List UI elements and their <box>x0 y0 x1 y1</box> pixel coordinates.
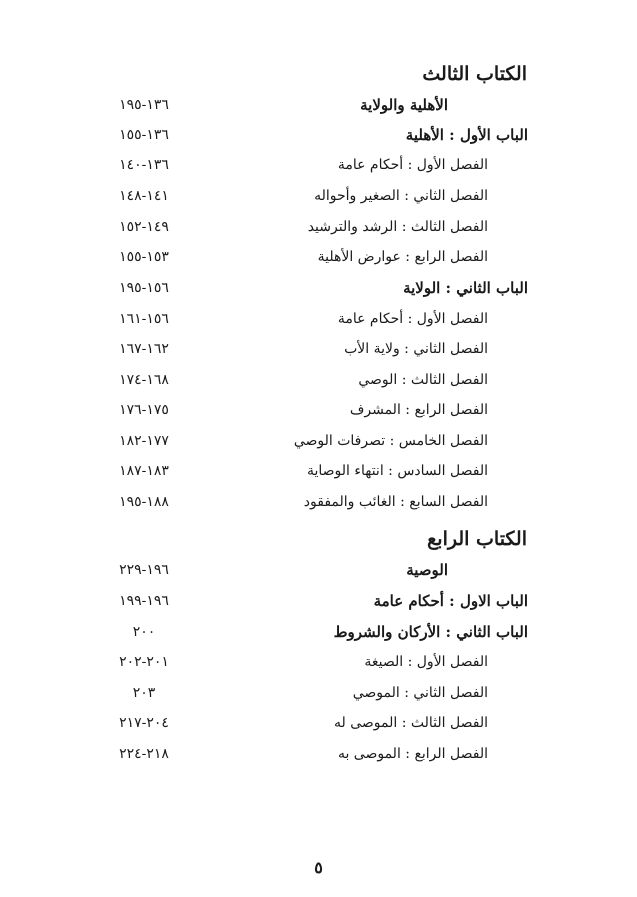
entry-pages: ١٧٧-١٨٢ <box>119 433 169 449</box>
toc-entry <box>108 398 528 422</box>
entry-pages: ٢٠٠ <box>132 624 156 640</box>
entry-title: الفصل الثالث : الرشد والترشيد <box>307 219 488 235</box>
entry-pages: ٢١٨-٢٢٤ <box>119 746 169 762</box>
entry-pages: ٢٠١-٢٠٢ <box>119 654 169 670</box>
entry-title: الباب الثاني : الأركان والشروط <box>333 623 528 641</box>
toc-entry <box>108 337 528 361</box>
entry-pages: ١٥٦-١٦١ <box>119 311 169 327</box>
toc-entry <box>108 215 528 239</box>
entry-title: الفصل السابع : الغائب والمفقود <box>303 494 488 510</box>
book3-title: الكتاب الثالث <box>422 63 527 85</box>
entry-title: الفصل السادس : انتهاء الوصاية <box>307 463 488 479</box>
toc-entry <box>108 459 528 483</box>
entry-title: الباب الأول : الأهلية <box>405 126 528 144</box>
toc-entry <box>108 184 528 208</box>
entry-title: الفصل الثاني : الصغير وأحواله <box>314 188 488 204</box>
book4-title: الكتاب الرابع <box>427 528 527 550</box>
entry-title: الفصل الأول : أحكام عامة <box>337 157 488 173</box>
entry-pages: ١٧٥-١٧٦ <box>119 402 169 418</box>
toc-entry <box>108 429 528 453</box>
entry-pages: ٢٠٤-٢١٧ <box>119 715 169 731</box>
entry-title: الفصل الرابع : المشرف <box>349 402 488 418</box>
entry-title: الباب الاول : أحكام عامة <box>373 592 528 610</box>
toc-entry <box>108 123 528 147</box>
toc-entry <box>108 93 528 117</box>
toc-entry <box>108 276 528 300</box>
entry-pages: ١٩٦-٢٢٩ <box>119 562 169 578</box>
toc-entry <box>108 490 528 514</box>
entry-pages: ١٨٣-١٨٧ <box>119 463 169 479</box>
entry-pages: ١٦٨-١٧٤ <box>119 372 169 388</box>
entry-title: الفصل الثالث : الوصي <box>358 372 488 388</box>
page-number: ٥ <box>314 858 323 877</box>
entry-title: الوصية <box>406 561 448 579</box>
entry-pages: ١٦٢-١٦٧ <box>119 341 169 357</box>
toc-entry <box>108 368 528 392</box>
toc-entry <box>108 650 528 674</box>
toc-entry <box>108 153 528 177</box>
toc-entry <box>108 558 528 582</box>
entry-title: الأهلية والولاية <box>360 96 448 114</box>
entry-pages: ١٥٣-١٥٥ <box>119 249 169 265</box>
entry-pages: ١٥٦-١٩٥ <box>119 280 169 296</box>
toc-entry <box>108 245 528 269</box>
entry-pages: ١٣٦-١٥٥ <box>119 127 169 143</box>
entry-title: الفصل الرابع : عوارض الأهلية <box>317 249 488 265</box>
entry-title: الفصل الثاني : ولاية الأب <box>344 341 488 357</box>
entry-title: الباب الثاني : الولاية <box>403 279 528 297</box>
entry-pages: ١٤١-١٤٨ <box>119 188 169 204</box>
entry-pages: ١٣٦-١٩٥ <box>119 97 169 113</box>
entry-pages: ١٤٩-١٥٢ <box>119 219 169 235</box>
entry-pages: ١٩٦-١٩٩ <box>119 593 169 609</box>
entry-pages: ١٨٨-١٩٥ <box>119 494 169 510</box>
entry-pages: ١٣٦-١٤٠ <box>119 157 169 173</box>
entry-pages: ٢٠٣ <box>132 685 156 701</box>
entry-title: الفصل الثالث : الموصى له <box>334 715 488 731</box>
toc-entry <box>108 620 528 644</box>
entry-title: الفصل الرابع : الموصى به <box>337 746 488 762</box>
toc-entry <box>108 711 528 735</box>
toc-entry <box>108 742 528 766</box>
entry-title: الفصل الخامس : تصرفات الوصي <box>293 433 488 449</box>
entry-title: الفصل الأول : الصيغة <box>364 654 488 670</box>
toc-entry <box>108 589 528 613</box>
toc-entry <box>108 681 528 705</box>
entry-title: الفصل الأول : أحكام عامة <box>337 311 488 327</box>
entry-title: الفصل الثاني : الموصي <box>352 685 488 701</box>
toc-entry <box>108 307 528 331</box>
